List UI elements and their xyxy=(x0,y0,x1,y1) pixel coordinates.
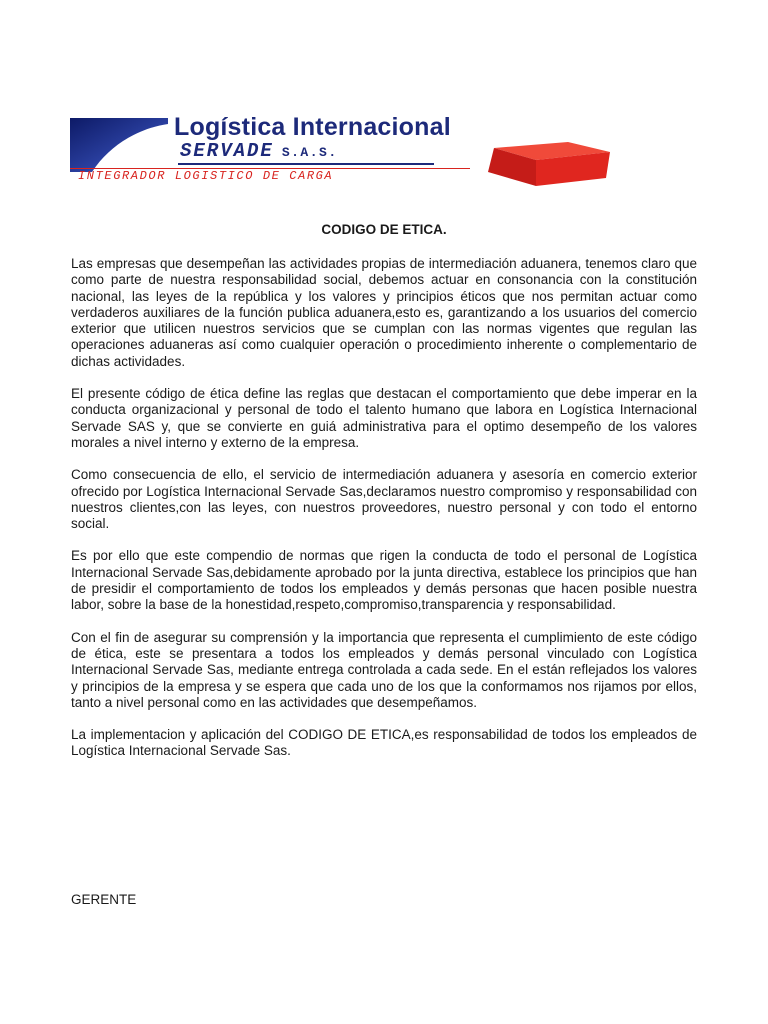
logo-subtitle-suffix: S.A.S. xyxy=(281,145,338,160)
swoosh-logo-icon xyxy=(70,118,168,172)
signature-label: GERENTE xyxy=(71,892,137,907)
paragraph: Con el fin de asegurar su comprensión y la importancia que representa el cumplimiento de este código de ética, este se presentara a todos los empleados y demás personal vinculado con Logística Internacional Servade Sas, mediante entrega controlada a cada sede. En el están reflejados los valores y principios de la empresa y se espera que cada uno de los que la conformamos nos rijamos por ellos, tanto a nivel personal como en las actividades que desempeñamos. xyxy=(71,629,697,710)
logo-title: Logística Internacional xyxy=(174,113,451,141)
red-box-icon xyxy=(484,142,612,186)
document-body xyxy=(71,256,697,776)
paragraph: El presente código de ética define las reglas que destacan el comportamiento que debe imperar en la conducta organizacional y personal de todo el talento humano que labora en Logística Internacional Servade SAS y, que se convierte en guiá administrativa para el optimo desempeño de los valores morales a nivel interno y externo de la empresa. xyxy=(71,386,697,450)
logo-tagline: INTEGRADOR LOGISTICO DE CARGA xyxy=(78,169,334,183)
company-logo xyxy=(70,112,616,188)
document-title: CODIGO DE ETICA. xyxy=(321,222,447,237)
paragraph: Las empresas que desempeñan las actividades propias de intermediación aduanera, tenemos claro que como parte de nuestra responsabilidad social, debemos actuar en consonancia con la constitución nacional, las leyes de la república y los valores y principios éticos que nos permitan actuar como verdaderos auxiliares de la función publica aduanera,esto es, garantizando a los usuarios del comercio exterior que utilicen nuestros servicios que se cumplan con las normas vigentes que regulan las operaciones aduaneras así como cualquier operación o procedimiento inherente o complementario de dichas actividades. xyxy=(71,256,697,369)
paragraph: Como consecuencia de ello, el servicio de intermediación aduanera y asesoría en comercio exterior ofrecido por Logística Internacional Servade Sas,declaramos nuestro compromiso y responsabilidad con nuestros clientes,con las leyes, con nuestros proveedores, nuestro personal y con todo el entorno social. xyxy=(71,467,697,532)
logo-subtitle xyxy=(180,140,338,164)
paragraph: La implementacion y aplicación del CODIGO DE ETICA,es responsabilidad de todos los empleados de Logística Internacional Servade Sas. xyxy=(71,727,697,759)
logo-underline xyxy=(178,163,434,165)
paragraph: Es por ello que este compendio de normas que rigen la conducta de todo el personal de Logística Internacional Servade Sas,debidamente aprobado por la junta directiva, establece los principios que han de presidir el comportamiento de todos los empleados y demás personas que hacen posible nuestra labor, sobre la base de la honestidad,respeto,compromiso,transparencia y responsabilidad. xyxy=(71,548,697,613)
logo-subtitle-name: SERVADE xyxy=(180,140,274,162)
